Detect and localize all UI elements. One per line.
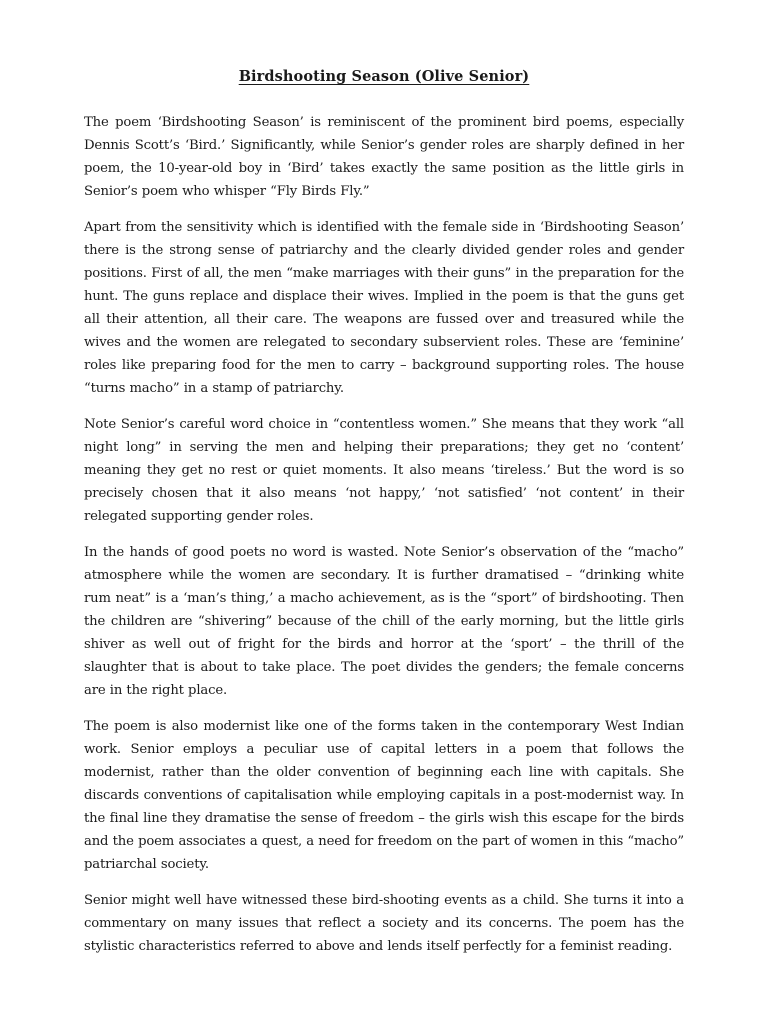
paragraph-3: Note Senior’s careful word choice in “contentless women.” She means that they work “all night long” in serving the men and helping their preparations; they get no ‘content’ meaning they get no rest or quiet moments. It also means ‘tireless.’ But the word is so precisely chosen that it also means ‘not happy,’ ‘not satisfied’ ‘not content’ in their relegated supporting gender roles. — [84, 417, 684, 524]
document-title: Birdshooting Season (Olive Senior) — [238, 68, 530, 85]
paragraph-1: The poem ‘Birdshooting Season’ is reminiscent of the prominent bird poems, especially Dennis Scott’s ‘Bird.’ Significantly, while Senior’s gender roles are sharply defined in her poem, the 10-year-old boy in ‘Bird’ takes exactly the same position as the little girls in Senior’s poem who whisper “Fly Birds Fly.” — [84, 115, 684, 199]
document-body — [84, 111, 684, 971]
paragraph-4: In the hands of good poets no word is wasted. Note Senior’s observation of the “macho” atmosphere while the women are secondary. It is further dramatised – “drinking white rum neat” is a ‘man’s thing,’ a macho achievement, as is the “sport” of birdshooting. Then the children are “shivering” because of the chill of the early morning, but the little girls shiver as well out of fright for the birds and horror at the ‘sport’ – the thrill of the slaughter that is about to take place. The poet divides the genders; the female concerns are in the right place. — [84, 545, 684, 698]
paragraph-5: The poem is also modernist like one of the forms taken in the contemporary West Indian work. Senior employs a peculiar use of capital letters in a poem that follows the modernist, rather than the older convention of beginning each line with capitals. She discards conventions of capitalisation while employing capitals in a post-modernist way. In the final line they dramatise the sense of freedom – the girls wish this escape for the birds and the poem associates a quest, a need for freedom on the part of women in this “macho” patriarchal society. — [84, 719, 684, 872]
paragraph-6: Senior might well have witnessed these bird-shooting events as a child. She turns it into a commentary on many issues that reflect a society and its concerns. The poem has the stylistic characteristics referred to above and lends itself perfectly for a feminist reading. — [84, 893, 684, 954]
paragraph-2: Apart from the sensitivity which is identified with the female side in ‘Birdshooting Season’ there is the strong sense of patriarchy and the clearly divided gender roles and gender positions. First of all, the men “make marriages with their guns” in the preparation for the hunt. The guns replace and displace their wives. Implied in the poem is that the guns get all their attention, all their care. The weapons are fussed over and treasured while the wives and the women are relegated to secondary subservient roles. These are ‘feminine’ roles like preparing food for the men to carry – background supporting roles. The house “turns macho” in a stamp of patriarchy. — [84, 220, 684, 396]
